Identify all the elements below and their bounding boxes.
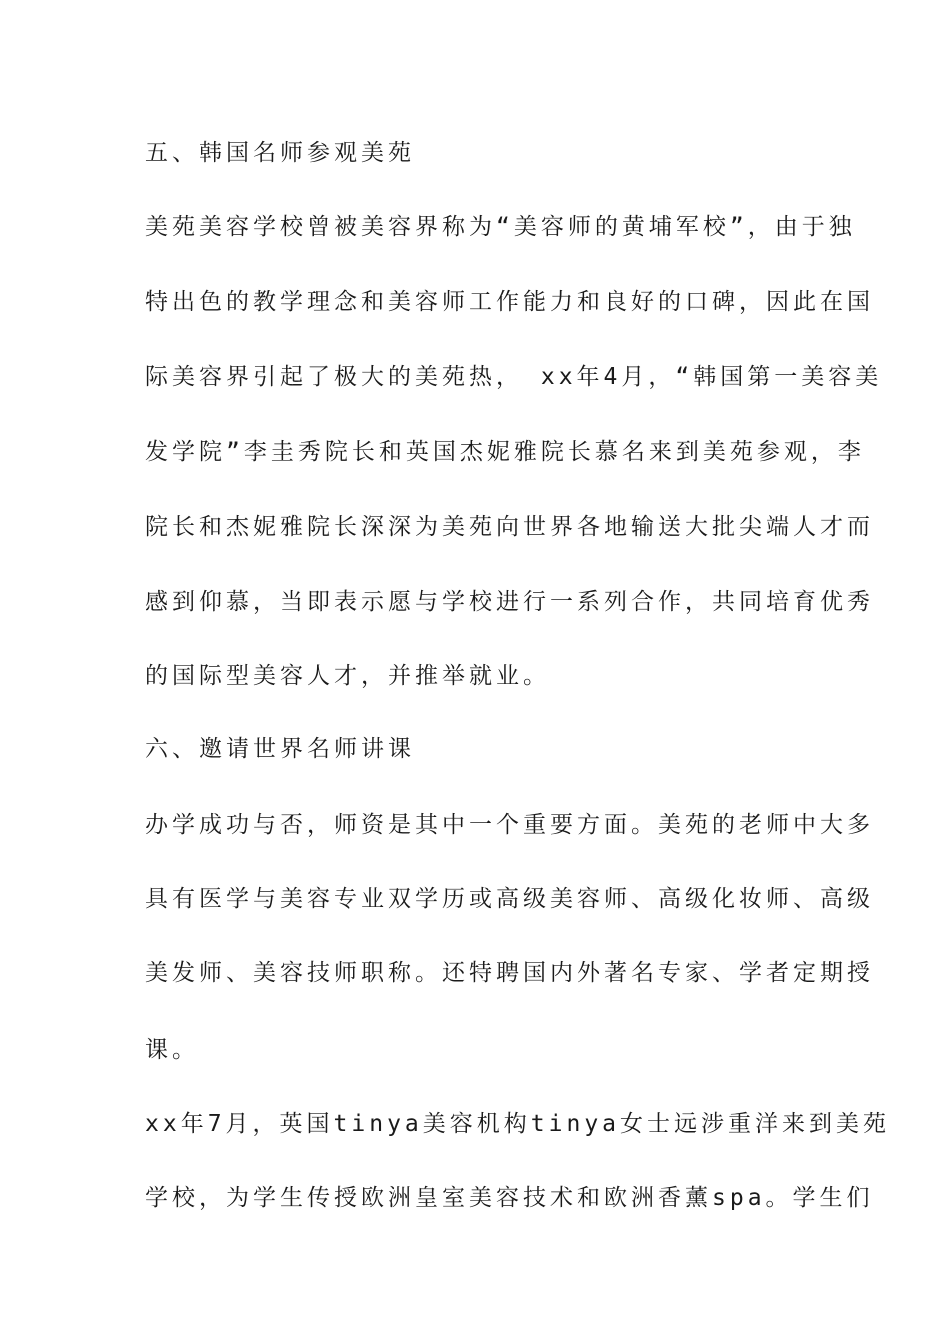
paragraph-line: 办学成功与否，师资是其中一个重要方面。美苑的老师中大多 — [145, 812, 874, 838]
paragraph-line: 课。 — [145, 1037, 199, 1063]
paragraph-line: xx年7月，英国tinya美容机构tinya女士远涉重洋来到美苑 — [145, 1111, 891, 1137]
paragraph-line: 学校，为学生传授欧洲皇室美容技术和欧洲香薰spa。学生们 — [145, 1185, 874, 1211]
section-heading-5: 五、韩国名师参观美苑 — [145, 140, 415, 166]
section-heading-6: 六、邀请世界名师讲课 — [145, 736, 415, 762]
paragraph-line: 美发师、美容技师职称。还特聘国内外著名专家、学者定期授 — [145, 960, 874, 986]
paragraph-line: 的国际型美容人才，并推举就业。 — [145, 663, 550, 689]
paragraph-line: 具有医学与美容专业双学历或高级美容师、高级化妆师、高级 — [145, 886, 874, 912]
paragraph-line: 美苑美容学校曾被美容界称为“美容师的黄埔军校”，由于独 — [145, 214, 856, 240]
paragraph-line: 特出色的教学理念和美容师工作能力和良好的口碑，因此在国 — [145, 289, 874, 315]
paragraph-line: 院长和杰妮雅院长深深为美苑向世界各地输送大批尖端人才而 — [145, 514, 874, 540]
paragraph-line: 际美容界引起了极大的美苑热， xx年4月，“韩国第一美容美 — [145, 364, 883, 390]
paragraph-line: 发学院”李圭秀院长和英国杰妮雅院长慕名来到美苑参观，李 — [145, 439, 865, 465]
paragraph-line: 感到仰慕，当即表示愿与学校进行一系列合作，共同培育优秀 — [145, 589, 874, 615]
